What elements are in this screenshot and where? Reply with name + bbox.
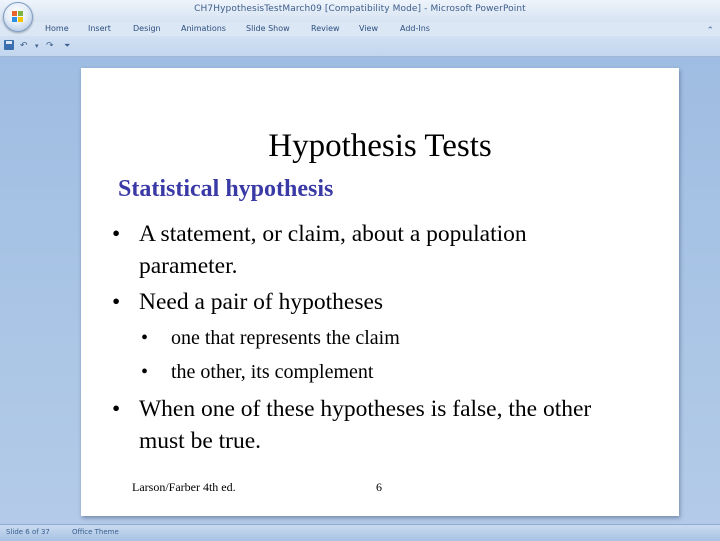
sub-bullet-text: one that represents the claim	[171, 327, 400, 349]
tab-view[interactable]: View	[359, 24, 378, 33]
title-bar	[0, 0, 720, 23]
slide-footer: Larson/Farber 4th ed.	[132, 480, 236, 494]
slide-subtitle: Statistical hypothesis	[118, 176, 334, 202]
window-title: CH7HypothesisTestMarch09 [Compatibility Mode] - Microsoft PowerPoint	[194, 4, 526, 14]
tab-review[interactable]: Review	[311, 24, 340, 33]
undo-dropdown-icon[interactable]: ▾	[35, 42, 39, 50]
status-slide-info: Slide 6 of 37	[6, 528, 50, 536]
customize-icon[interactable]: ⏷	[64, 41, 71, 50]
tab-animations[interactable]: Animations	[181, 24, 226, 33]
sub-bullet-text: the other, its complement	[171, 361, 374, 383]
tab-design[interactable]: Design	[133, 24, 161, 33]
undo-icon[interactable]: ↶	[20, 41, 28, 51]
bullet-dot-icon: •	[112, 221, 121, 247]
office-logo-icon	[12, 11, 24, 23]
status-theme: Office Theme	[72, 528, 119, 536]
bullet-text: Need a pair of hypotheses	[139, 289, 384, 315]
office-button[interactable]	[3, 2, 33, 32]
slide-canvas[interactable]	[81, 68, 679, 516]
save-icon[interactable]	[4, 40, 14, 50]
quick-access-toolbar	[0, 36, 720, 57]
bullet-text: A statement, or claim, about a population parameter.	[139, 221, 527, 279]
bullet-dot-icon: •	[112, 396, 121, 422]
ribbon-minimize-icon[interactable]: ⌃	[706, 26, 714, 36]
bullet-dot-icon: •	[112, 289, 121, 315]
tab-slide-show[interactable]: Slide Show	[246, 24, 290, 33]
tab-insert[interactable]: Insert	[88, 24, 111, 33]
sub-bullet-dot-icon: •	[141, 361, 149, 383]
slide-page-number: 6	[376, 480, 382, 494]
ribbon-tabs	[0, 22, 720, 36]
redo-icon[interactable]: ↷	[46, 41, 54, 51]
tab-add-ins[interactable]: Add-Ins	[400, 24, 430, 33]
bullet-text: When one of these hypotheses is false, the other must be true.	[139, 396, 592, 454]
tab-home[interactable]: Home	[45, 24, 69, 33]
slide-title: Hypothesis Tests	[268, 128, 492, 164]
status-bar	[0, 524, 720, 541]
sub-bullet-dot-icon: •	[141, 327, 149, 349]
